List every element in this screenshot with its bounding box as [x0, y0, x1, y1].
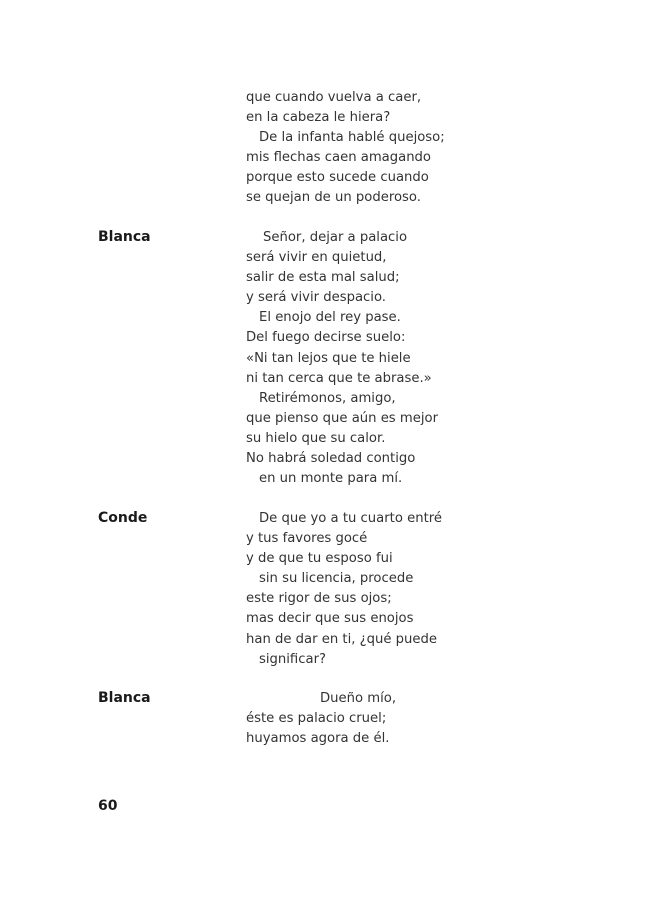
verse-line: y de que tu esposo fui — [246, 551, 393, 567]
verse-line: éste es palacio cruel; — [246, 711, 387, 727]
verse-line: mas decir que sus enojos — [246, 611, 414, 627]
verse-line: en un monte para mí. — [259, 471, 403, 487]
verse-line: y tus favores gocé — [246, 531, 368, 547]
verse — [246, 228, 438, 489]
verse-line: Del fuego decirse suelo: — [246, 330, 406, 346]
verse-line: significar? — [259, 651, 326, 667]
speaker-name: Blanca — [98, 690, 151, 706]
speaker-name: Conde — [98, 510, 148, 526]
verse-line: huyamos agora de él. — [246, 731, 390, 747]
verse-line: Retirémonos, amigo, — [259, 390, 396, 406]
verse-line: que cuando vuelva a caer, — [246, 90, 422, 105]
verse-line: De que yo a tu cuarto entré — [259, 511, 442, 526]
verse-line: sin su licencia, procede — [259, 571, 414, 587]
verse-line: este rigor de sus ojos; — [246, 591, 392, 607]
verse-line: De la infanta hablé quejoso; — [259, 130, 445, 146]
verse-line: será vivir en quietud, — [246, 250, 387, 266]
verse-line: Señor, dejar a palacio — [263, 230, 408, 245]
verse — [246, 88, 445, 209]
verse-line: Dueño mío, — [320, 691, 397, 706]
verse-line: mis flechas caen amagando — [246, 150, 431, 166]
verse-line: han de dar en ti, ¿qué puede — [246, 631, 437, 647]
verse-line: «Ni tan lejos que te hiele — [246, 350, 411, 366]
verse-line: ni tan cerca que te abrase.» — [246, 370, 432, 386]
verse-line: su hielo que su calor. — [246, 430, 386, 446]
verse-line: porque esto sucede cuando — [246, 170, 429, 186]
verse-line: se quejan de un poderoso. — [246, 190, 421, 206]
verse-line: y será vivir despacio. — [246, 290, 386, 306]
speaker-name: Blanca — [98, 229, 151, 245]
verse-line: salir de esta mal salud; — [246, 270, 400, 286]
verse — [246, 509, 442, 670]
verse-line: El enojo del rey pase. — [259, 310, 401, 326]
verse-line: que pienso que aún es mejor — [246, 410, 438, 426]
verse-line: en la cabeza le hiera? — [246, 110, 391, 126]
verse-line: No habrá soledad contigo — [246, 451, 416, 467]
page-number: 60 — [98, 798, 118, 814]
verse — [246, 689, 396, 749]
